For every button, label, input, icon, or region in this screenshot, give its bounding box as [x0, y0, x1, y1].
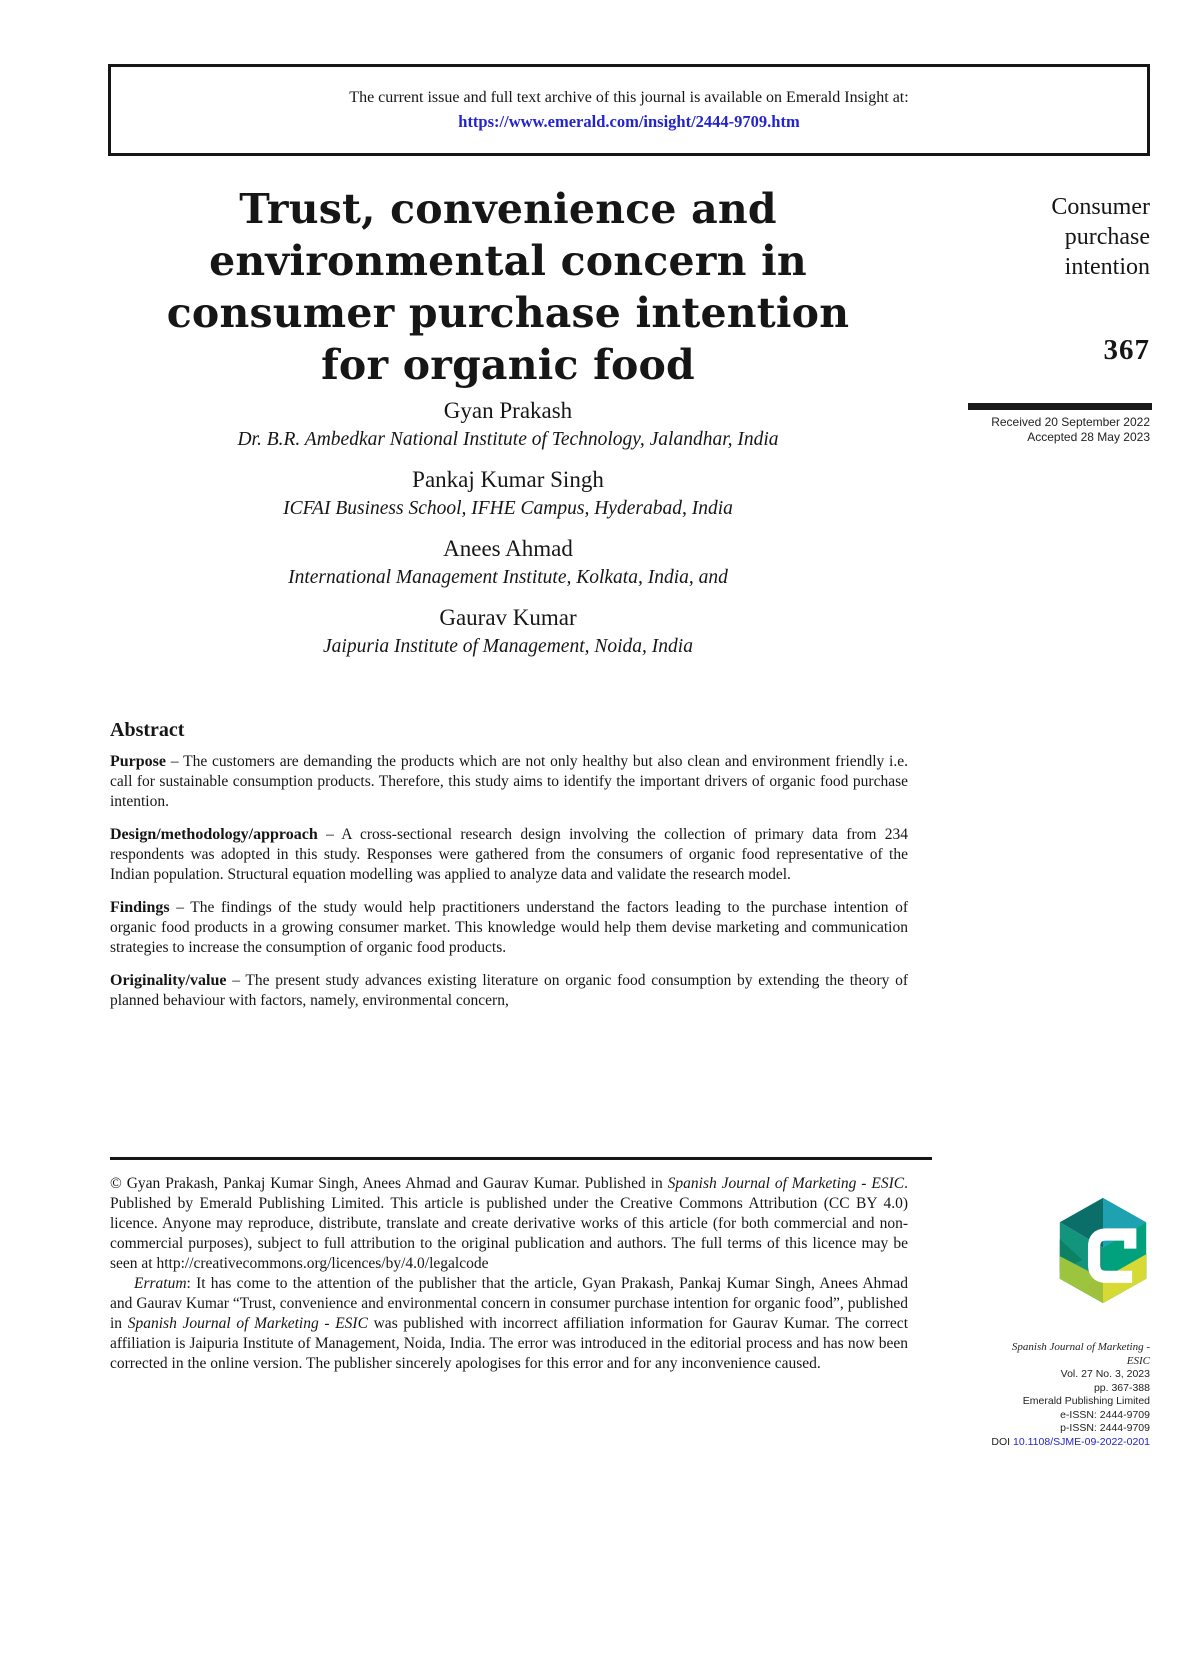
abstract-originality-text: – The present study advances existing literature on organic food consumption by extending the theory of planned behaviour with factors, namely, environmental concern,	[110, 972, 909, 1009]
abstract-design	[110, 825, 908, 885]
received-date: Received 20 September 2022	[991, 415, 1150, 429]
emerald-cube-logo-svg	[1056, 1196, 1150, 1305]
abstract-findings-text: – The findings of the study would help practitioners understand the factors leading to the purchase intention of organic food products in a growing consumer market. This knowledge would help them devise marketing and communication strategies to increase the consumption of organic food products.	[110, 899, 909, 956]
copyright-journal-name: Spanish Journal of Marketing - ESIC	[667, 1175, 905, 1192]
author-group	[110, 397, 906, 452]
abstract-findings	[110, 898, 908, 958]
author-group	[110, 535, 906, 590]
author-name: Anees Ahmad	[443, 536, 573, 561]
copyright-note	[110, 1174, 908, 1274]
doi-link[interactable]: 10.1108/SJME-09-2022-0201	[1013, 1435, 1150, 1448]
article-title	[110, 183, 906, 391]
abstract-originality	[110, 971, 908, 1011]
colophon-volume: Vol. 27 No. 3, 2023	[1060, 1368, 1150, 1380]
colophon-pages: pp. 367-388	[1093, 1381, 1150, 1394]
running-head: Consumer purchase intention	[1051, 194, 1150, 280]
author-name: Pankaj Kumar Singh	[412, 467, 604, 492]
erratum-note	[110, 1274, 908, 1374]
abstract-purpose	[110, 752, 908, 812]
page-number: 367	[1103, 334, 1150, 366]
author-affiliation: Jaipuria Institute of Management, Noida, India	[323, 636, 693, 657]
article-title-line: for organic food	[321, 341, 695, 389]
abstract-design-label: Design/methodology/approach	[110, 826, 318, 843]
colophon-publisher: Emerald Publishing Limited	[1022, 1395, 1150, 1407]
colophon-pissn: p-ISSN: 2444-9709	[1060, 1422, 1150, 1434]
article-title-line: consumer purchase intention	[166, 289, 850, 337]
authors-block	[110, 397, 906, 659]
abstract-purpose-label: Purpose	[110, 753, 166, 770]
sidebar-rule	[968, 403, 1152, 410]
accepted-date: Accepted 28 May 2023	[1027, 430, 1150, 444]
journal-archive-link[interactable]: https://www.emerald.com/insight/2444-9709.htm	[458, 111, 800, 131]
journal-colophon	[910, 1341, 1150, 1449]
footnote-block	[110, 1174, 908, 1374]
colophon-journal-name: ESIC	[1126, 1354, 1150, 1367]
article-history	[991, 415, 1150, 445]
author-group	[110, 466, 906, 521]
author-affiliation: International Management Institute, Kolkata, India, and	[288, 567, 728, 588]
abstract-design-text: – A cross-sectional research design involving the collection of primary data from 234 respondents was adopted in this study. Responses were gathered from the consumers of organic food representative of the Indian population. Structural equation modelling was applied to analyze data and validate the research model.	[110, 826, 909, 883]
erratum-label: Erratum	[134, 1275, 187, 1292]
cc-licence-link[interactable]: http://creativecommons.org/licences/by/4.0/legalcode	[156, 1255, 489, 1272]
archive-notice-box	[108, 64, 1150, 156]
archive-notice-text: The current issue and full text archive of this journal is available on Emerald Insight at:	[349, 88, 909, 106]
article-title-line: environmental concern in	[209, 237, 807, 285]
abstract-originality-label: Originality/value	[110, 972, 227, 989]
author-name: Gaurav Kumar	[439, 605, 577, 630]
colophon-eissn: e-ISSN: 2444-9709	[1060, 1408, 1150, 1421]
abstract-heading: Abstract	[110, 719, 185, 741]
author-affiliation: ICFAI Business School, IFHE Campus, Hyderabad, India	[283, 498, 733, 519]
author-affiliation: Dr. B.R. Ambedkar National Institute of Technology, Jalandhar, India	[237, 429, 779, 450]
colophon-doi-line	[910, 1436, 1150, 1450]
author-group	[110, 604, 906, 659]
abstract-purpose-text: – The customers are demanding the products which are not only healthy but also clean and environment friendly i.e. call for sustainable consumption products. Therefore, this study aims to identify the important drivers of organic food purchase intention.	[110, 753, 908, 810]
copyright-text: . Published by Emerald Publishing Limited. This article is published under the Creative Commons Attribution (CC BY 4.0) licence. Anyone may reproduce, distribute, translate and create derivative works of this article (for both commercial and non-commercial purposes), subject to full attribution to the original publication and authors. The full terms of this licence may be seen at	[110, 1175, 908, 1272]
erratum-text: : It has come to the attention of the publisher that the article, Gyan Prakash, Pankaj Kumar Singh, Anees Ahmad and Gaurav Kumar “Trust, convenience and environmental concern in consumer purchase intention for organic food”, published in	[110, 1275, 908, 1332]
copyright-text: © Gyan Prakash, Pankaj Kumar Singh, Anees Ahmad and Gaurav Kumar. Published in	[110, 1175, 668, 1192]
erratum-text: was published with incorrect affiliation information for Gaurav Kumar. The correct affiliation is Jaipuria Institute of Management, Noida, India. The error was introduced in the editorial process and has now been corrected in the online version. The publisher sincerely apologises for this error and for any inconvenience caused.	[110, 1315, 908, 1372]
doi-label: DOI	[991, 1435, 1011, 1448]
author-name: Gyan Prakash	[443, 398, 573, 423]
article-title-line: Trust, convenience and	[239, 185, 777, 233]
footnote-divider	[110, 1157, 932, 1160]
emerald-cube-logo	[1056, 1196, 1150, 1305]
erratum-journal-name: Spanish Journal of Marketing - ESIC	[127, 1315, 368, 1332]
abstract-findings-label: Findings	[110, 899, 170, 916]
abstract-section	[110, 719, 908, 1024]
colophon-journal-name: Spanish Journal of Marketing -	[1011, 1341, 1150, 1353]
